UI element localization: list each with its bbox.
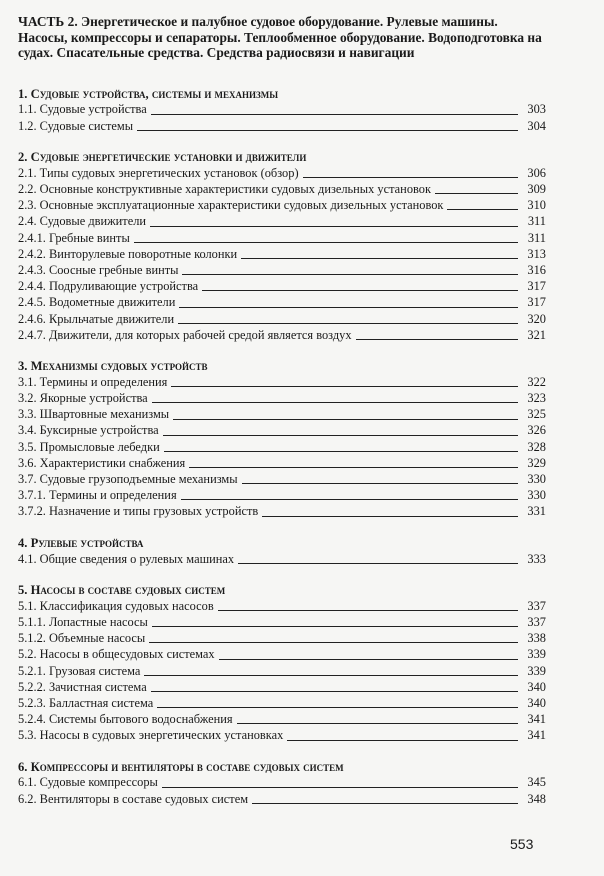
toc-entry-text: 2.4.4. Подруливающие устройства	[18, 279, 199, 294]
toc-entry	[18, 551, 546, 567]
toc-leader-line	[303, 176, 518, 178]
toc-entry-page: 330	[527, 488, 546, 503]
toc-entry-page: 322	[527, 374, 546, 389]
toc-leader-line	[152, 625, 518, 627]
toc-entry-text: 2.4. Судовые движители	[18, 214, 147, 229]
toc-entry-page: 317	[527, 279, 546, 294]
toc-entry-text: 3.2. Якорные устройства	[18, 391, 148, 406]
toc-entry-text: 5.2.4. Системы бытового водоснабжения	[18, 712, 233, 727]
toc-entry	[18, 118, 546, 134]
toc-leader-line	[237, 722, 518, 724]
toc-entry	[18, 679, 546, 695]
toc-section	[18, 760, 546, 807]
toc-leader-line	[151, 690, 518, 692]
toc-entry-text: 2.4.1. Гребные винты	[18, 230, 130, 245]
toc-entry-text: 6.2. Вентиляторы в составе судовых систем	[18, 791, 249, 806]
toc-leader-line	[163, 434, 518, 436]
toc-entry	[18, 598, 546, 614]
toc-leader-line	[189, 466, 518, 468]
toc-section	[18, 150, 546, 343]
toc-entry-page: 340	[527, 695, 546, 710]
section-title: 4. Рулевые устройства	[18, 535, 144, 550]
toc-entry-text: 5.1.1. Лопастные насосы	[18, 614, 148, 629]
toc-entry-page: 328	[527, 439, 546, 454]
toc-section	[18, 536, 546, 567]
toc-entry-text: 3.7.1. Термины и определения	[18, 488, 177, 503]
toc-entry	[18, 165, 546, 181]
toc-entry-text: 3.1. Термины и определения	[18, 374, 168, 389]
toc-entry-page: 340	[527, 679, 546, 694]
section-title: 3. Механизмы судовых устройств	[18, 358, 208, 373]
toc-entry	[18, 630, 546, 646]
toc-leader-line	[149, 641, 518, 643]
toc-leader-line	[178, 322, 518, 324]
toc-entry-page: 309	[527, 182, 546, 197]
toc-entry	[18, 230, 546, 246]
toc-entry-text: 6.1. Судовые компрессоры	[18, 775, 158, 790]
part-title: ЧАСТЬ 2. Энергетическое и палубное судовое оборудование. Рулевые машины. Насосы, компрессоры и сепараторы. Теплообменное оборудование. Водоподготовка на судах. Спасательные средства. Средства радиосвязи и навигации	[18, 14, 542, 60]
toc-entry-page: 337	[527, 598, 546, 613]
toc-leader-line	[134, 241, 518, 243]
toc-section	[18, 87, 546, 134]
toc-entry-page: 317	[527, 295, 546, 310]
toc-entry-text: 5.2.2. Зачистная система	[18, 679, 147, 694]
toc-entry-page: 316	[527, 262, 546, 277]
toc-entry-text: 5.2.1. Грузовая система	[18, 663, 141, 678]
toc-entry-page: 338	[527, 631, 546, 646]
toc-leader-line	[137, 129, 518, 131]
section-title: 1. Судовые устройства, системы и механизмы	[18, 86, 279, 101]
toc-entry-text: 4.1. Общие сведения о рулевых машинах	[18, 551, 235, 566]
toc-entry	[18, 503, 546, 519]
toc-entry-text: 3.5. Промысловые лебедки	[18, 439, 160, 454]
toc-entry-text: 2.4.5. Водометные движители	[18, 295, 176, 310]
toc-entry	[18, 423, 546, 439]
toc-entry-text: 2.4.2. Винторулевые поворотные колонки	[18, 246, 238, 261]
toc-leader-line	[238, 562, 518, 564]
toc-leader-line	[447, 208, 518, 210]
toc-entry-text: 2.1. Типы судовых энергетических установок (обзор)	[18, 165, 299, 180]
toc-entry	[18, 327, 546, 343]
toc-entry-text: 2.4.3. Соосные гребные винты	[18, 262, 179, 277]
toc-entry	[18, 646, 546, 662]
toc-leader-line	[262, 515, 518, 517]
toc-entry-page: 313	[527, 246, 546, 261]
toc-entry-text: 2.4.6. Крыльчатые движители	[18, 311, 175, 326]
toc-leader-line	[287, 739, 518, 741]
toc-entry-page: 323	[527, 391, 546, 406]
toc-entry-text: 5.2. Насосы в общесудовых системах	[18, 647, 215, 662]
toc-leader-line	[152, 401, 518, 403]
toc-leader-line	[182, 273, 518, 275]
toc-leader-line	[179, 306, 518, 308]
toc-leader-line	[173, 418, 518, 420]
toc-leader-line	[171, 385, 518, 387]
toc-entry-text: 5.3. Насосы в судовых энергетических установках	[18, 728, 284, 743]
toc-entry	[18, 614, 546, 630]
toc-entry-text: 5.1. Классификация судовых насосов	[18, 598, 214, 613]
toc-entry	[18, 213, 546, 229]
toc-entry	[18, 311, 546, 327]
toc-entry	[18, 439, 546, 455]
toc-leader-line	[157, 706, 518, 708]
toc-entry-page: 341	[527, 712, 546, 727]
toc-leader-line	[435, 192, 518, 194]
page-number: 553	[510, 836, 534, 852]
toc-entry	[18, 455, 546, 471]
toc-entry-page: 348	[527, 791, 546, 806]
toc-entry-text: 1.1. Судовые устройства	[18, 102, 147, 117]
toc-entry-text: 2.4.7. Движители, для которых рабочей средой является воздух	[18, 327, 352, 342]
toc-entry-page: 311	[527, 214, 546, 229]
toc-entry	[18, 278, 546, 294]
toc-entry	[18, 727, 546, 743]
toc-section	[18, 583, 546, 744]
toc-entry-text: 5.2.3. Балластная система	[18, 695, 154, 710]
toc-entry-page: 325	[527, 407, 546, 422]
toc-entry-page: 303	[527, 102, 546, 117]
toc-entry-text: 2.2. Основные конструктивные характеристики судовых дизельных установок	[18, 182, 431, 197]
toc-entry-text: 3.7.2. Назначение и типы грузовых устройств	[18, 504, 259, 519]
toc-entry	[18, 246, 546, 262]
toc-entry-page: 326	[527, 423, 546, 438]
toc-entry	[18, 294, 546, 310]
toc-entry-text: 3.4. Буксирные устройства	[18, 423, 159, 438]
toc-entry-page: 311	[527, 230, 546, 245]
toc-entry-page: 339	[527, 647, 546, 662]
toc-entry	[18, 711, 546, 727]
section-title: 2. Судовые энергетические установки и движители	[18, 149, 307, 164]
toc-leader-line	[356, 338, 518, 340]
toc-section	[18, 359, 546, 520]
toc-entry-page: 310	[527, 198, 546, 213]
toc-entry-page: 329	[527, 455, 546, 470]
toc-sections	[18, 87, 546, 807]
toc-entry	[18, 197, 546, 213]
toc-leader-line	[181, 498, 518, 500]
section-title: 6. Компрессоры и вентиляторы в составе судовых систем	[18, 759, 344, 774]
toc-leader-line	[252, 802, 518, 804]
toc-leader-line	[162, 786, 518, 788]
toc-entry-page: 345	[527, 775, 546, 790]
toc-entry-page: 330	[527, 472, 546, 487]
toc-leader-line	[242, 482, 518, 484]
toc-leader-line	[144, 674, 518, 676]
toc-entry	[18, 406, 546, 422]
toc-entry-text: 5.1.2. Объемные насосы	[18, 631, 146, 646]
toc-entry-text: 2.3. Основные эксплуатационные характеристики судовых дизельных установок	[18, 198, 444, 213]
section-title: 5. Насосы в составе судовых систем	[18, 582, 226, 597]
toc-entry-page: 339	[527, 663, 546, 678]
toc-entry-page: 333	[527, 551, 546, 566]
toc-entry	[18, 262, 546, 278]
toc-entry	[18, 487, 546, 503]
toc-entry-page: 306	[527, 165, 546, 180]
toc-entry	[18, 695, 546, 711]
toc-entry-text: 3.6. Характеристики снабжения	[18, 455, 186, 470]
toc-leader-line	[202, 289, 518, 291]
toc-entry-text: 3.3. Швартовные механизмы	[18, 407, 170, 422]
table-of-contents	[18, 14, 546, 823]
toc-entry	[18, 181, 546, 197]
toc-entry	[18, 663, 546, 679]
toc-leader-line	[241, 257, 518, 259]
toc-entry-page: 321	[527, 327, 546, 342]
toc-entry	[18, 775, 546, 791]
toc-leader-line	[164, 450, 518, 452]
toc-entry	[18, 102, 546, 118]
toc-entry-page: 320	[527, 311, 546, 326]
toc-entry-page: 331	[527, 504, 546, 519]
toc-entry-text: 3.7. Судовые грузоподъемные механизмы	[18, 472, 238, 487]
toc-entry-text: 1.2. Судовые системы	[18, 118, 134, 133]
toc-entry	[18, 471, 546, 487]
toc-leader-line	[219, 658, 518, 660]
toc-entry	[18, 374, 546, 390]
toc-leader-line	[150, 225, 518, 227]
toc-leader-line	[218, 609, 518, 611]
toc-leader-line	[151, 113, 518, 115]
toc-entry-page: 304	[527, 118, 546, 133]
toc-entry	[18, 791, 546, 807]
toc-entry-page: 337	[527, 614, 546, 629]
toc-entry	[18, 390, 546, 406]
toc-entry-page: 341	[527, 728, 546, 743]
